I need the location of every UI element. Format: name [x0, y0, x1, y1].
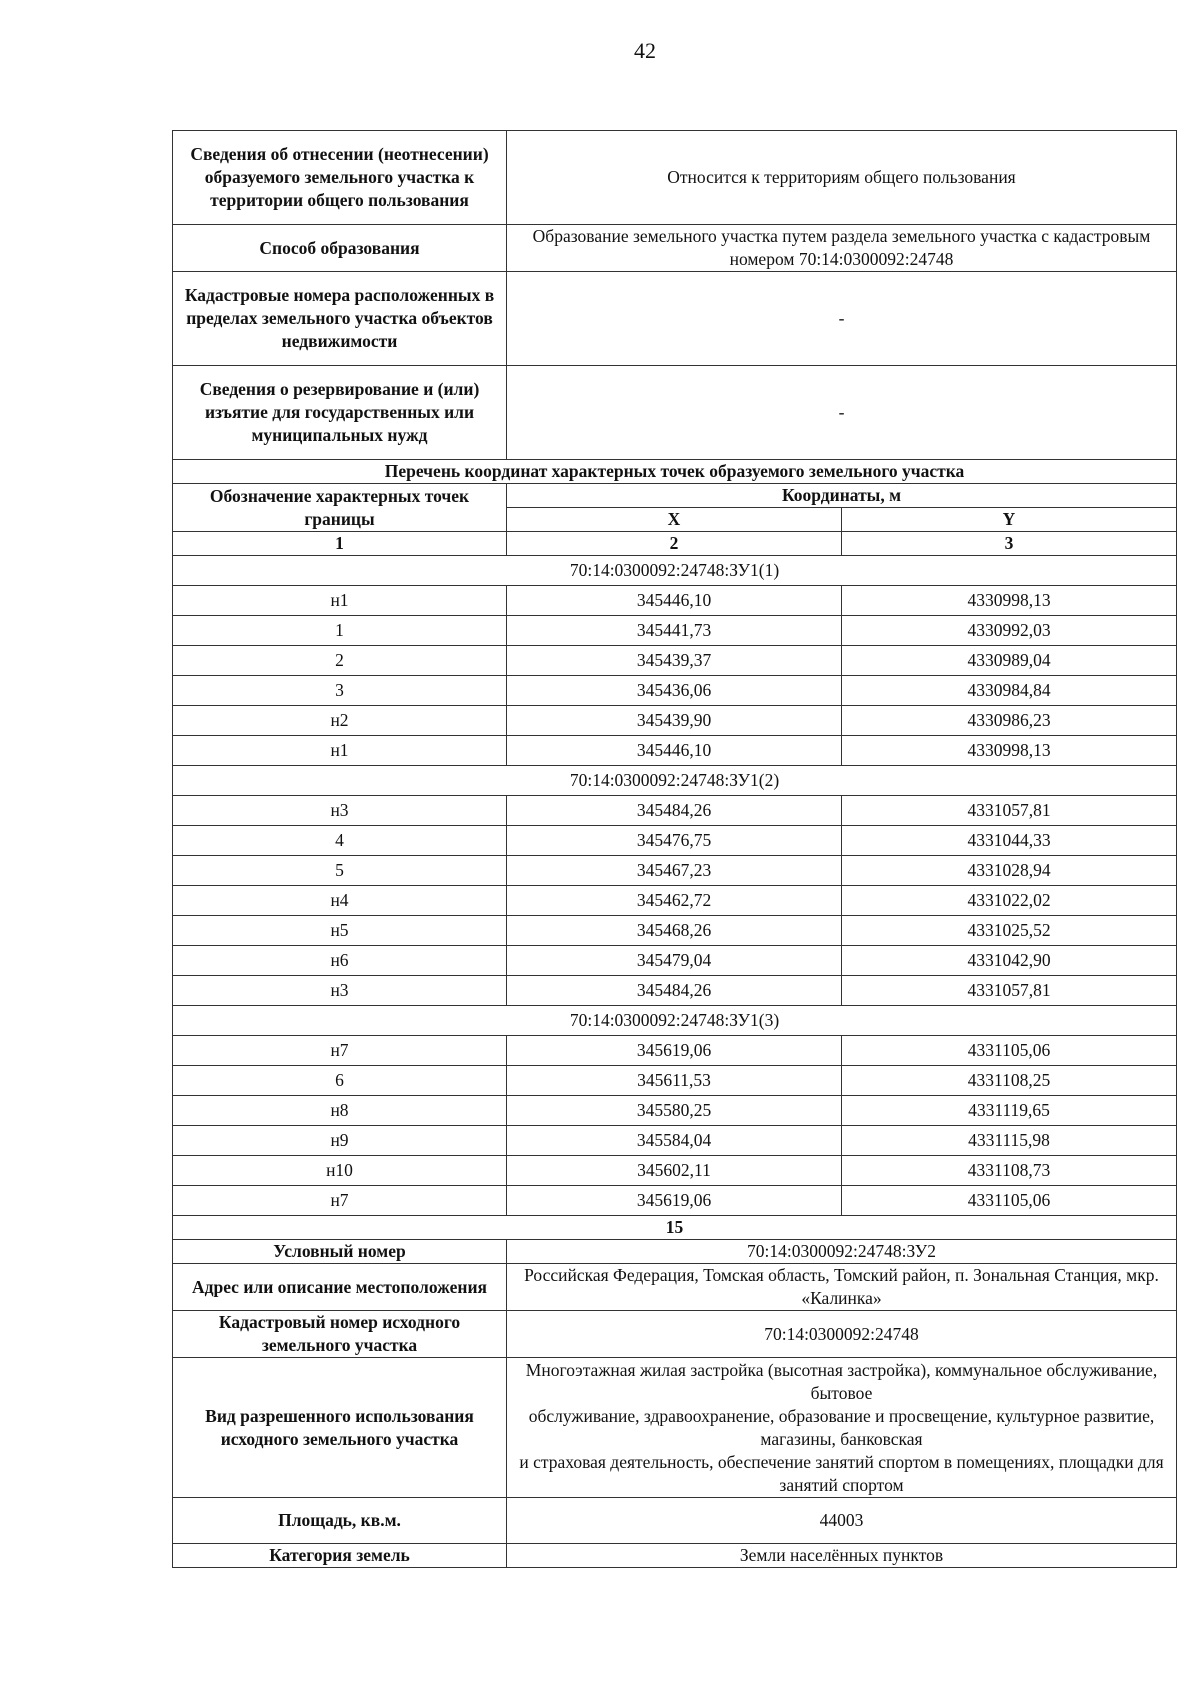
coord-row: [173, 856, 1177, 886]
x-cell: 345619,06: [507, 1186, 842, 1216]
info-label: Способ образования: [173, 225, 507, 272]
coord-row: [173, 586, 1177, 616]
x-cell: 345602,11: [507, 1156, 842, 1186]
coord-row: [173, 1156, 1177, 1186]
y-cell: 4331057,81: [842, 796, 1177, 826]
point-cell: н2: [173, 706, 507, 736]
plot-row: [173, 1498, 1177, 1544]
plot-number-row: [173, 1216, 1177, 1240]
group-row: [173, 766, 1177, 796]
y-cell: 4331057,81: [842, 976, 1177, 1006]
info-label: Сведения об отнесении (неотнесении) образуемого земельного участка к территории общего пользования: [173, 131, 507, 225]
plot-label: Вид разрешенного использования исходного земельного участка: [173, 1358, 507, 1498]
point-cell: 3: [173, 676, 507, 706]
plot-label: Площадь, кв.м.: [173, 1498, 507, 1544]
x-cell: 345584,04: [507, 1126, 842, 1156]
info-row: [173, 131, 1177, 225]
y-cell: 4331025,52: [842, 916, 1177, 946]
y-cell: 4331105,06: [842, 1186, 1177, 1216]
point-cell: 6: [173, 1066, 507, 1096]
point-cell: н9: [173, 1126, 507, 1156]
y-cell: 4330998,13: [842, 586, 1177, 616]
y-cell: 4330989,04: [842, 646, 1177, 676]
coord-row: [173, 976, 1177, 1006]
x-cell: 345619,06: [507, 1036, 842, 1066]
coord-row: [173, 1066, 1177, 1096]
x-cell: 345484,26: [507, 796, 842, 826]
coord-row: [173, 796, 1177, 826]
info-value: Относится к территориям общего пользования: [507, 131, 1177, 225]
plot-value: [507, 1358, 1177, 1498]
y-cell: 4330986,23: [842, 706, 1177, 736]
x-cell: 345446,10: [507, 586, 842, 616]
y-cell: 4331044,33: [842, 826, 1177, 856]
plot-row: [173, 1311, 1177, 1358]
coord-row: [173, 1036, 1177, 1066]
y-cell: 4330984,84: [842, 676, 1177, 706]
x-cell: 345484,26: [507, 976, 842, 1006]
column-number: 1: [173, 532, 507, 556]
y-cell: 4331108,73: [842, 1156, 1177, 1186]
x-cell: 345439,37: [507, 646, 842, 676]
point-cell: н6: [173, 946, 507, 976]
x-cell: 345611,53: [507, 1066, 842, 1096]
y-cell: 4331105,06: [842, 1036, 1177, 1066]
plot-value: 44003: [507, 1498, 1177, 1544]
point-cell: н3: [173, 976, 507, 1006]
coords-body: [173, 556, 1177, 1216]
col-point-header: Обозначение характерных точек границы: [173, 484, 507, 532]
group-name: 70:14:0300092:24748:ЗУ1(1): [173, 556, 1177, 586]
coord-row: [173, 946, 1177, 976]
coord-row: [173, 736, 1177, 766]
y-cell: 4330998,13: [842, 736, 1177, 766]
coord-row: [173, 676, 1177, 706]
group-name: 70:14:0300092:24748:ЗУ1(2): [173, 766, 1177, 796]
x-cell: 345468,26: [507, 916, 842, 946]
plot-value: 70:14:0300092:24748: [507, 1311, 1177, 1358]
coords-title: Перечень координат характерных точек образуемого земельного участка: [173, 460, 1177, 484]
point-cell: 4: [173, 826, 507, 856]
use-line: и страховая деятельность, обеспечение занятий спортом в помещениях, площадки для занятий спортом: [519, 1451, 1164, 1495]
coords-header-row: [173, 484, 1177, 508]
group-name: 70:14:0300092:24748:ЗУ1(3): [173, 1006, 1177, 1036]
point-cell: н1: [173, 736, 507, 766]
column-number: 3: [842, 532, 1177, 556]
point-cell: н7: [173, 1186, 507, 1216]
point-cell: н1: [173, 586, 507, 616]
y-cell: 4331042,90: [842, 946, 1177, 976]
coord-row: [173, 826, 1177, 856]
y-cell: 4331115,98: [842, 1126, 1177, 1156]
coord-row: [173, 1096, 1177, 1126]
point-cell: н3: [173, 796, 507, 826]
coord-row: [173, 706, 1177, 736]
x-cell: 345580,25: [507, 1096, 842, 1126]
column-number-row: [173, 532, 1177, 556]
info-value: -: [507, 272, 1177, 366]
plot-value: Земли населённых пунктов: [507, 1544, 1177, 1568]
point-cell: н8: [173, 1096, 507, 1126]
page-number: 42: [634, 38, 656, 63]
point-cell: 5: [173, 856, 507, 886]
x-cell: 345476,75: [507, 826, 842, 856]
y-cell: 4331119,65: [842, 1096, 1177, 1126]
col-x-header: X: [507, 508, 842, 532]
plot-value: Российская Федерация, Томская область, Томский район, п. Зональная Станция, мкр. «Калинка»: [507, 1264, 1177, 1311]
coord-row: [173, 886, 1177, 916]
y-cell: 4331028,94: [842, 856, 1177, 886]
plot-row: [173, 1358, 1177, 1498]
point-cell: н5: [173, 916, 507, 946]
coord-row: [173, 1186, 1177, 1216]
use-line: обслуживание, здравоохранение, образование и просвещение, культурное развитие, магазины, банковская: [528, 1405, 1155, 1449]
plot-label: Адрес или описание местоположения: [173, 1264, 507, 1311]
coord-row: [173, 1126, 1177, 1156]
info-row: [173, 225, 1177, 272]
info-value: -: [507, 366, 1177, 460]
column-number: 2: [507, 532, 842, 556]
use-line: Многоэтажная жилая застройка (высотная застройка), коммунальное обслуживание, бытовое: [525, 1359, 1158, 1403]
point-cell: н7: [173, 1036, 507, 1066]
coords-title-row: [173, 460, 1177, 484]
x-cell: 345467,23: [507, 856, 842, 886]
x-cell: 345441,73: [507, 616, 842, 646]
coord-row: [173, 646, 1177, 676]
x-cell: 345439,90: [507, 706, 842, 736]
plot-label: Кадастровый номер исходного земельного участка: [173, 1311, 507, 1358]
point-cell: н4: [173, 886, 507, 916]
point-cell: 1: [173, 616, 507, 646]
plot-row: [173, 1240, 1177, 1264]
info-label: Сведения о резервирование и (или) изъятие для государственных или муниципальных нужд: [173, 366, 507, 460]
plot-row: [173, 1264, 1177, 1311]
y-cell: 4331108,25: [842, 1066, 1177, 1096]
info-row: [173, 272, 1177, 366]
point-cell: н10: [173, 1156, 507, 1186]
group-row: [173, 556, 1177, 586]
plot-label: Категория земель: [173, 1544, 507, 1568]
x-cell: 345446,10: [507, 736, 842, 766]
coord-row: [173, 916, 1177, 946]
group-row: [173, 1006, 1177, 1036]
plot-number: 15: [173, 1216, 1177, 1240]
x-cell: 345436,06: [507, 676, 842, 706]
point-cell: 2: [173, 646, 507, 676]
plot-value: 70:14:0300092:24748:ЗУ2: [507, 1240, 1177, 1264]
info-value: Образование земельного участка путем раздела земельного участка с кадастровым номером 70:14:0300092:24748: [507, 225, 1177, 272]
coord-row: [173, 616, 1177, 646]
y-cell: 4330992,03: [842, 616, 1177, 646]
x-cell: 345479,04: [507, 946, 842, 976]
col-y-header: Y: [842, 508, 1177, 532]
land-plot-table: [172, 130, 1177, 1568]
y-cell: 4331022,02: [842, 886, 1177, 916]
x-cell: 345462,72: [507, 886, 842, 916]
plot-row: [173, 1544, 1177, 1568]
plot-label: Условный номер: [173, 1240, 507, 1264]
info-label: Кадастровые номера расположенных в пределах земельного участка объектов недвижимости: [173, 272, 507, 366]
info-row: [173, 366, 1177, 460]
col-coords-header: Координаты, м: [507, 484, 1177, 508]
